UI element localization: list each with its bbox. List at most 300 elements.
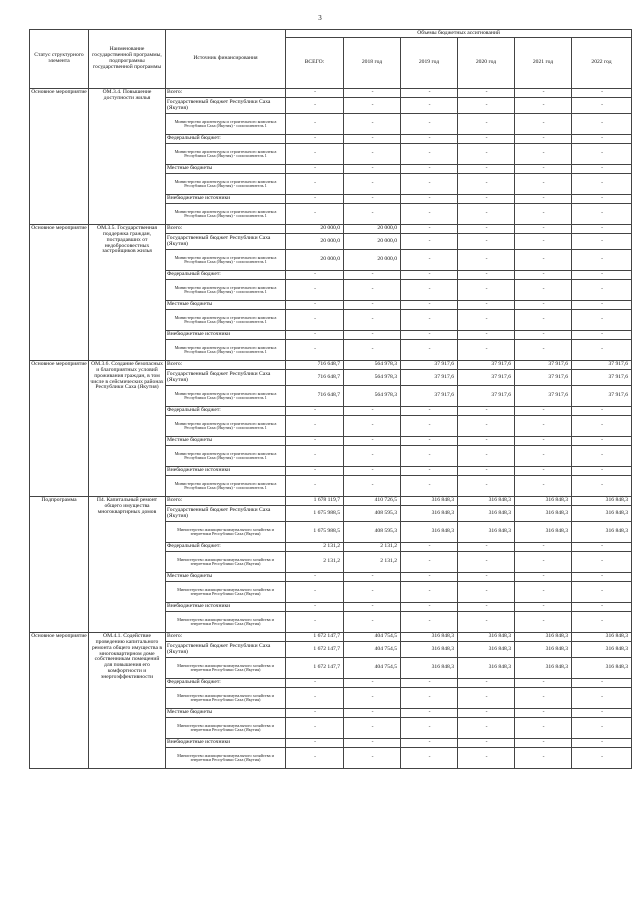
- amount-cell: -: [458, 144, 515, 165]
- amount-cell: -: [344, 174, 401, 195]
- amount-cell: -: [344, 748, 401, 769]
- amount-cell: -: [286, 476, 344, 497]
- amount-cell: -: [286, 688, 344, 709]
- amount-cell: -: [401, 748, 458, 769]
- amount-cell: 20 000,0: [344, 250, 401, 271]
- funding-source: Министерство архитектуры и строительного комплекса Республики Саха (Якутия) - соисполнитель 1: [166, 174, 286, 195]
- amount-cell: 316 848,3: [401, 642, 458, 658]
- amount-cell: -: [401, 301, 458, 310]
- amount-cell: -: [286, 204, 344, 225]
- amount-cell: 716 648,7: [286, 361, 344, 370]
- amount-cell: 316 848,3: [401, 522, 458, 543]
- amount-cell: -: [286, 98, 344, 114]
- amount-cell: -: [572, 739, 632, 748]
- amount-cell: -: [344, 135, 401, 144]
- amount-cell: -: [458, 416, 515, 437]
- funding-source: Федеральный бюджет:: [166, 543, 286, 552]
- amount-cell: -: [515, 310, 572, 331]
- amount-cell: -: [344, 280, 401, 301]
- amount-cell: -: [515, 98, 572, 114]
- funding-source: Министерство жилищно-коммунального хозяйства и энергетики Республики Саха (Якутия): [166, 658, 286, 679]
- amount-cell: 316 848,3: [401, 497, 458, 506]
- amount-cell: -: [458, 225, 515, 234]
- funding-source: Местные бюджеты: [166, 437, 286, 446]
- amount-cell: 316 848,3: [458, 642, 515, 658]
- funding-source: Министерство архитектуры и строительного комплекса Республики Саха (Якутия) - соисполнитель 1: [166, 204, 286, 225]
- amount-cell: 316 848,3: [401, 506, 458, 522]
- amount-cell: -: [572, 543, 632, 552]
- amount-cell: -: [515, 234, 572, 250]
- amount-cell: -: [344, 89, 401, 98]
- funding-source: Министерство архитектуры и строительного комплекса Республики Саха (Якутия) - соисполнитель 1: [166, 446, 286, 467]
- amount-cell: -: [401, 467, 458, 476]
- amount-cell: -: [401, 612, 458, 633]
- table-row: [30, 361, 632, 370]
- amount-cell: -: [458, 679, 515, 688]
- header-year-2022: 2022 год: [572, 38, 632, 89]
- funding-source: Министерство архитектуры и строительного комплекса Республики Саха (Якутия) - соисполнитель 1: [166, 476, 286, 497]
- amount-cell: -: [286, 573, 344, 582]
- amount-cell: -: [344, 476, 401, 497]
- amount-cell: 37 917,6: [401, 386, 458, 407]
- amount-cell: -: [458, 709, 515, 718]
- amount-cell: -: [286, 89, 344, 98]
- amount-cell: -: [515, 582, 572, 603]
- funding-source: Внебюджетные источники: [166, 603, 286, 612]
- amount-cell: -: [572, 195, 632, 204]
- amount-cell: -: [515, 331, 572, 340]
- amount-cell: 1 675 988,5: [286, 506, 344, 522]
- funding-source: Государственный бюджет Республики Саха (Якутия): [166, 234, 286, 250]
- amount-cell: -: [458, 331, 515, 340]
- amount-cell: -: [401, 144, 458, 165]
- amount-cell: -: [344, 204, 401, 225]
- amount-cell: -: [286, 331, 344, 340]
- funding-source: Внебюджетные источники: [166, 739, 286, 748]
- amount-cell: -: [515, 135, 572, 144]
- amount-cell: 716 648,7: [286, 386, 344, 407]
- amount-cell: 316 848,3: [515, 633, 572, 642]
- amount-cell: -: [515, 688, 572, 709]
- amount-cell: -: [515, 114, 572, 135]
- amount-cell: -: [572, 612, 632, 633]
- amount-cell: -: [401, 89, 458, 98]
- funding-source: Министерство жилищно-коммунального хозяйства и энергетики Республики Саха (Якутия): [166, 748, 286, 769]
- amount-cell: 37 917,6: [401, 370, 458, 386]
- amount-cell: -: [286, 437, 344, 446]
- amount-cell: -: [286, 603, 344, 612]
- amount-cell: -: [344, 271, 401, 280]
- amount-cell: -: [401, 739, 458, 748]
- amount-cell: -: [572, 135, 632, 144]
- funding-source: Всего:: [166, 497, 286, 506]
- amount-cell: -: [344, 437, 401, 446]
- funding-source: Министерство архитектуры и строительного комплекса Республики Саха (Якутия) - соисполнитель 1: [166, 416, 286, 437]
- amount-cell: -: [515, 280, 572, 301]
- amount-cell: -: [572, 437, 632, 446]
- amount-cell: -: [401, 603, 458, 612]
- amount-cell: -: [572, 573, 632, 582]
- amount-cell: -: [286, 446, 344, 467]
- amount-cell: -: [515, 552, 572, 573]
- amount-cell: -: [344, 679, 401, 688]
- amount-cell: -: [344, 114, 401, 135]
- funding-source: Всего:: [166, 633, 286, 642]
- amount-cell: -: [572, 165, 632, 174]
- amount-cell: -: [344, 340, 401, 361]
- amount-cell: -: [458, 174, 515, 195]
- amount-cell: -: [344, 98, 401, 114]
- amount-cell: -: [344, 739, 401, 748]
- amount-cell: -: [458, 340, 515, 361]
- amount-cell: -: [286, 612, 344, 633]
- funding-source: Федеральный бюджет:: [166, 407, 286, 416]
- funding-source: Государственный бюджет Республики Саха (Якутия): [166, 506, 286, 522]
- amount-cell: -: [286, 416, 344, 437]
- amount-cell: -: [401, 709, 458, 718]
- amount-cell: -: [286, 310, 344, 331]
- amount-cell: 316 848,3: [458, 522, 515, 543]
- header-year-2021: 2021 год: [515, 38, 572, 89]
- amount-cell: -: [515, 301, 572, 310]
- amount-cell: -: [458, 407, 515, 416]
- header-status: Статус структурного элемента: [30, 30, 89, 89]
- amount-cell: 2 131,2: [286, 552, 344, 573]
- amount-cell: -: [401, 573, 458, 582]
- amount-cell: -: [344, 446, 401, 467]
- table-row: [30, 225, 632, 234]
- amount-cell: -: [458, 603, 515, 612]
- amount-cell: -: [572, 552, 632, 573]
- amount-cell: 37 917,6: [572, 386, 632, 407]
- amount-cell: -: [286, 582, 344, 603]
- amount-cell: -: [344, 573, 401, 582]
- amount-cell: -: [458, 612, 515, 633]
- amount-cell: 316 848,3: [458, 497, 515, 506]
- amount-cell: -: [401, 310, 458, 331]
- amount-cell: 1 672 147,7: [286, 642, 344, 658]
- amount-cell: -: [572, 446, 632, 467]
- funding-source: Внебюджетные источники: [166, 331, 286, 340]
- budget-table: [29, 29, 632, 769]
- amount-cell: -: [515, 437, 572, 446]
- amount-cell: 1 678 119,7: [286, 497, 344, 506]
- amount-cell: -: [344, 407, 401, 416]
- amount-cell: 316 848,3: [458, 506, 515, 522]
- amount-cell: 316 848,3: [572, 497, 632, 506]
- amount-cell: -: [401, 225, 458, 234]
- amount-cell: -: [286, 709, 344, 718]
- amount-cell: -: [286, 135, 344, 144]
- amount-cell: -: [286, 679, 344, 688]
- amount-cell: -: [344, 165, 401, 174]
- amount-cell: -: [515, 467, 572, 476]
- amount-cell: -: [515, 165, 572, 174]
- amount-cell: -: [401, 718, 458, 739]
- amount-cell: -: [515, 748, 572, 769]
- funding-source: Государственный бюджет Республики Саха (Якутия): [166, 642, 286, 658]
- amount-cell: -: [401, 446, 458, 467]
- amount-cell: -: [572, 89, 632, 98]
- amount-cell: 716 648,7: [286, 370, 344, 386]
- header-source: Источник финансирования: [166, 30, 286, 89]
- header-volumes: Объемы бюджетных ассигнований: [286, 30, 632, 38]
- amount-cell: -: [572, 748, 632, 769]
- amount-cell: -: [401, 174, 458, 195]
- amount-cell: 316 848,3: [515, 506, 572, 522]
- amount-cell: 1 672 147,7: [286, 633, 344, 642]
- amount-cell: -: [458, 204, 515, 225]
- amount-cell: -: [572, 709, 632, 718]
- amount-cell: 37 917,6: [515, 370, 572, 386]
- amount-cell: -: [401, 679, 458, 688]
- amount-cell: 316 848,3: [515, 522, 572, 543]
- amount-cell: -: [401, 416, 458, 437]
- amount-cell: 2 131,2: [344, 543, 401, 552]
- amount-cell: -: [458, 543, 515, 552]
- amount-cell: -: [572, 114, 632, 135]
- funding-source: Министерство жилищно-коммунального хозяйства и энергетики Республики Саха (Якутия): [166, 688, 286, 709]
- amount-cell: 2 131,2: [344, 552, 401, 573]
- page-number: 3: [318, 14, 322, 22]
- amount-cell: -: [458, 688, 515, 709]
- amount-cell: -: [515, 476, 572, 497]
- amount-cell: -: [515, 573, 572, 582]
- amount-cell: -: [401, 582, 458, 603]
- amount-cell: -: [286, 748, 344, 769]
- amount-cell: -: [401, 280, 458, 301]
- funding-source: Местные бюджеты: [166, 301, 286, 310]
- amount-cell: -: [572, 688, 632, 709]
- amount-cell: -: [515, 195, 572, 204]
- amount-cell: 316 848,3: [515, 658, 572, 679]
- amount-cell: 37 917,6: [458, 361, 515, 370]
- amount-cell: -: [458, 582, 515, 603]
- amount-cell: -: [572, 174, 632, 195]
- amount-cell: 37 917,6: [572, 361, 632, 370]
- amount-cell: 316 848,3: [515, 497, 572, 506]
- amount-cell: -: [572, 407, 632, 416]
- funding-source: Министерство жилищно-коммунального хозяйства и энергетики Республики Саха (Якутия): [166, 522, 286, 543]
- amount-cell: -: [344, 688, 401, 709]
- amount-cell: -: [515, 446, 572, 467]
- amount-cell: 316 848,3: [572, 633, 632, 642]
- funding-source: Всего:: [166, 361, 286, 370]
- funding-source: Министерство архитектуры и строительного комплекса Республики Саха (Якутия) - соисполнитель 1: [166, 250, 286, 271]
- amount-cell: -: [458, 98, 515, 114]
- amount-cell: -: [401, 407, 458, 416]
- amount-cell: -: [401, 476, 458, 497]
- amount-cell: -: [515, 89, 572, 98]
- amount-cell: -: [286, 407, 344, 416]
- amount-cell: -: [286, 301, 344, 310]
- funding-source: Местные бюджеты: [166, 165, 286, 174]
- amount-cell: -: [572, 679, 632, 688]
- amount-cell: -: [344, 416, 401, 437]
- amount-cell: -: [458, 165, 515, 174]
- funding-source: Федеральный бюджет:: [166, 135, 286, 144]
- amount-cell: -: [401, 114, 458, 135]
- funding-source: Местные бюджеты: [166, 573, 286, 582]
- amount-cell: -: [515, 709, 572, 718]
- amount-cell: -: [286, 195, 344, 204]
- amount-cell: -: [572, 582, 632, 603]
- table-row: [30, 633, 632, 642]
- element-status: Подпрограмма: [30, 497, 89, 633]
- program-name: ОМ.3.4. Повышение доступности жилья: [89, 89, 166, 225]
- table-row: [30, 89, 632, 98]
- amount-cell: -: [401, 340, 458, 361]
- program-name: ОМ.3.5. Государственная поддержка граждан, пострадавших от недобросовестных застройщиков жилья: [89, 225, 166, 361]
- amount-cell: -: [286, 718, 344, 739]
- element-status: Основное мероприятие: [30, 89, 89, 225]
- program-name: ОМ.3.6. Создание безопасных и благоприятных условий проживания граждан, в том числе в сейсмических районах Республики Саха (Якутия): [89, 361, 166, 497]
- amount-cell: -: [515, 204, 572, 225]
- amount-cell: -: [572, 331, 632, 340]
- amount-cell: 316 848,3: [458, 633, 515, 642]
- funding-source: Министерство жилищно-коммунального хозяйства и энергетики Республики Саха (Якутия): [166, 718, 286, 739]
- amount-cell: -: [286, 739, 344, 748]
- table-body: [30, 89, 632, 769]
- amount-cell: -: [458, 718, 515, 739]
- funding-source: Всего:: [166, 225, 286, 234]
- amount-cell: -: [458, 250, 515, 271]
- amount-cell: -: [344, 195, 401, 204]
- amount-cell: -: [401, 165, 458, 174]
- header-year-total: ВСЕГО:: [286, 38, 344, 89]
- amount-cell: -: [401, 271, 458, 280]
- table-row: [30, 497, 632, 506]
- amount-cell: 404 754,5: [344, 658, 401, 679]
- amount-cell: 316 848,3: [458, 658, 515, 679]
- amount-cell: 410 726,5: [344, 497, 401, 506]
- amount-cell: -: [572, 416, 632, 437]
- amount-cell: 316 848,3: [572, 658, 632, 679]
- amount-cell: -: [458, 739, 515, 748]
- amount-cell: -: [344, 144, 401, 165]
- amount-cell: -: [515, 739, 572, 748]
- amount-cell: -: [458, 89, 515, 98]
- amount-cell: 408 595,3: [344, 522, 401, 543]
- amount-cell: -: [401, 437, 458, 446]
- amount-cell: 20 000,0: [286, 250, 344, 271]
- amount-cell: -: [458, 446, 515, 467]
- program-name: ОМ.4.1. Содействие проведению капитального ремонта общего имущества в многоквартирном доме собственникам помещений для повышения его комфортности и энергоэффективности: [89, 633, 166, 769]
- funding-source: Министерство архитектуры и строительного комплекса Республики Саха (Якутия) - соисполнитель 1: [166, 144, 286, 165]
- amount-cell: -: [515, 340, 572, 361]
- amount-cell: -: [572, 144, 632, 165]
- amount-cell: -: [344, 582, 401, 603]
- amount-cell: -: [515, 271, 572, 280]
- amount-cell: -: [572, 310, 632, 331]
- amount-cell: 2 131,2: [286, 543, 344, 552]
- amount-cell: -: [401, 250, 458, 271]
- amount-cell: -: [458, 310, 515, 331]
- amount-cell: -: [401, 543, 458, 552]
- amount-cell: 408 595,3: [344, 506, 401, 522]
- funding-source: Внебюджетные источники: [166, 467, 286, 476]
- header-year-2020: 2020 год: [458, 38, 515, 89]
- amount-cell: -: [572, 603, 632, 612]
- amount-cell: -: [344, 301, 401, 310]
- amount-cell: -: [572, 340, 632, 361]
- header-year-2018: 2018 год: [344, 38, 401, 89]
- header-name: Наименование государственной программы, подпрограммы государственной программы: [89, 30, 166, 89]
- amount-cell: -: [458, 271, 515, 280]
- funding-source: Внебюджетные источники: [166, 195, 286, 204]
- funding-source: Всего:: [166, 89, 286, 98]
- amount-cell: -: [515, 543, 572, 552]
- amount-cell: 1 675 988,5: [286, 522, 344, 543]
- amount-cell: -: [401, 688, 458, 709]
- amount-cell: -: [401, 331, 458, 340]
- funding-source: Местные бюджеты: [166, 709, 286, 718]
- amount-cell: 20 000,0: [286, 234, 344, 250]
- amount-cell: 37 917,6: [458, 386, 515, 407]
- amount-cell: -: [458, 467, 515, 476]
- amount-cell: -: [401, 552, 458, 573]
- amount-cell: -: [344, 310, 401, 331]
- amount-cell: 20 000,0: [344, 225, 401, 234]
- amount-cell: -: [286, 467, 344, 476]
- amount-cell: 316 848,3: [401, 658, 458, 679]
- funding-source: Государственный бюджет Республики Саха (Якутия): [166, 98, 286, 114]
- amount-cell: -: [458, 748, 515, 769]
- funding-source: Министерство архитектуры и строительного комплекса Республики Саха (Якутия) - соисполнитель 1: [166, 386, 286, 407]
- amount-cell: 37 917,6: [458, 370, 515, 386]
- amount-cell: -: [458, 573, 515, 582]
- amount-cell: 1 672 147,7: [286, 658, 344, 679]
- amount-cell: -: [572, 280, 632, 301]
- amount-cell: -: [344, 603, 401, 612]
- amount-cell: -: [344, 612, 401, 633]
- funding-source: Министерство жилищно-коммунального хозяйства и энергетики Республики Саха (Якутия): [166, 552, 286, 573]
- amount-cell: -: [515, 250, 572, 271]
- amount-cell: 20 000,0: [286, 225, 344, 234]
- amount-cell: -: [401, 234, 458, 250]
- amount-cell: -: [515, 718, 572, 739]
- amount-cell: -: [401, 204, 458, 225]
- amount-cell: -: [286, 271, 344, 280]
- funding-source: Государственный бюджет Республики Саха (Якутия): [166, 370, 286, 386]
- amount-cell: -: [344, 718, 401, 739]
- amount-cell: -: [572, 225, 632, 234]
- amount-cell: 316 848,3: [572, 642, 632, 658]
- amount-cell: -: [572, 234, 632, 250]
- amount-cell: -: [286, 340, 344, 361]
- element-status: Основное мероприятие: [30, 361, 89, 497]
- amount-cell: 564 978,3: [344, 386, 401, 407]
- amount-cell: -: [344, 331, 401, 340]
- element-status: Основное мероприятие: [30, 225, 89, 361]
- amount-cell: -: [344, 709, 401, 718]
- amount-cell: -: [458, 301, 515, 310]
- funding-source: Министерство жилищно-коммунального хозяйства и энергетики Республики Саха (Якутия): [166, 612, 286, 633]
- amount-cell: -: [286, 144, 344, 165]
- amount-cell: -: [515, 679, 572, 688]
- amount-cell: 564 978,3: [344, 361, 401, 370]
- amount-cell: -: [401, 98, 458, 114]
- amount-cell: -: [458, 135, 515, 144]
- amount-cell: -: [572, 204, 632, 225]
- funding-source: Министерство архитектуры и строительного комплекса Республики Саха (Якутия) - соисполнитель 1: [166, 280, 286, 301]
- amount-cell: -: [572, 98, 632, 114]
- amount-cell: 316 848,3: [515, 642, 572, 658]
- amount-cell: -: [458, 552, 515, 573]
- amount-cell: -: [572, 467, 632, 476]
- amount-cell: -: [401, 135, 458, 144]
- amount-cell: -: [515, 407, 572, 416]
